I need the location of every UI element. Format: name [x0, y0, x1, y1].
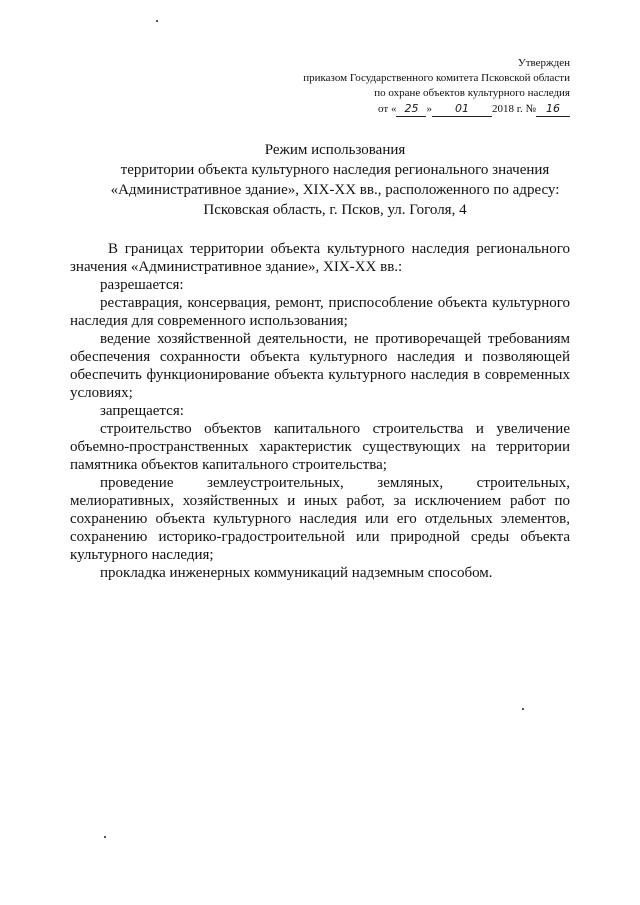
handwritten-day: 25 — [396, 101, 426, 117]
title-line-1: Режим использования — [264, 142, 406, 158]
forbidden-item: строительство объектов капитального строительства и увеличение объемно-пространственных характеристик существующих на территории памятника объектов капитального строительства; — [70, 421, 570, 473]
approval-committee-line: по охране объектов культурного наследия — [374, 87, 570, 99]
title-line-2: территории объекта культурного наследия регионального значения — [120, 162, 550, 178]
allowed-item: реставрация, консервация, ремонт, приспособление объекта культурного наследия для современного использования; — [70, 295, 570, 329]
approval-order-line: приказом Государственного комитета Псковской области — [303, 72, 570, 84]
title-line-4: Псковская область, г. Псков, ул. Гоголя, 4 — [203, 202, 467, 218]
approval-title: Утвержден — [517, 57, 570, 69]
document-body — [70, 240, 570, 582]
allowed-label: разрешается: — [100, 277, 184, 293]
forbidden-item: прокладка инженерных коммуникаций надземным способом. — [100, 565, 493, 581]
scan-speck — [522, 708, 524, 710]
approval-stamp-block — [303, 56, 570, 117]
allowed-item: ведение хозяйственной деятельности, не противоречащей требованиям обеспечения сохранности объекта культурного наследия и позволяющей обеспечить функционирование объекта культурного наследия в современных условиях; — [70, 331, 570, 401]
date-prefix: от « — [378, 103, 397, 115]
forbidden-label: запрещается: — [100, 403, 184, 419]
scan-speck — [156, 20, 158, 22]
handwritten-number: 16 — [536, 101, 570, 117]
forbidden-item: проведение землеустроительных, земляных, строительных, мелиоративных, хозяйственных и иных работ, за исключением работ по сохранению объекта культурного наследия или его отдельных элементов, сохранению историко-градостроительной или природной среды объекта культурного наследия; — [70, 475, 570, 563]
document-title — [70, 140, 600, 220]
intro-paragraph: В границах территории объекта культурного наследия регионального значения «Административное здание», XIX-XX вв.: — [70, 241, 570, 275]
title-line-3: «Административное здание», XIX-XX вв., расположенного по адресу: — [110, 182, 560, 198]
handwritten-month: 01 — [432, 101, 492, 117]
date-mid: » — [426, 103, 432, 115]
scan-speck — [104, 836, 106, 838]
date-year: 2018 г. № — [491, 103, 536, 115]
approval-date-line — [303, 101, 570, 117]
